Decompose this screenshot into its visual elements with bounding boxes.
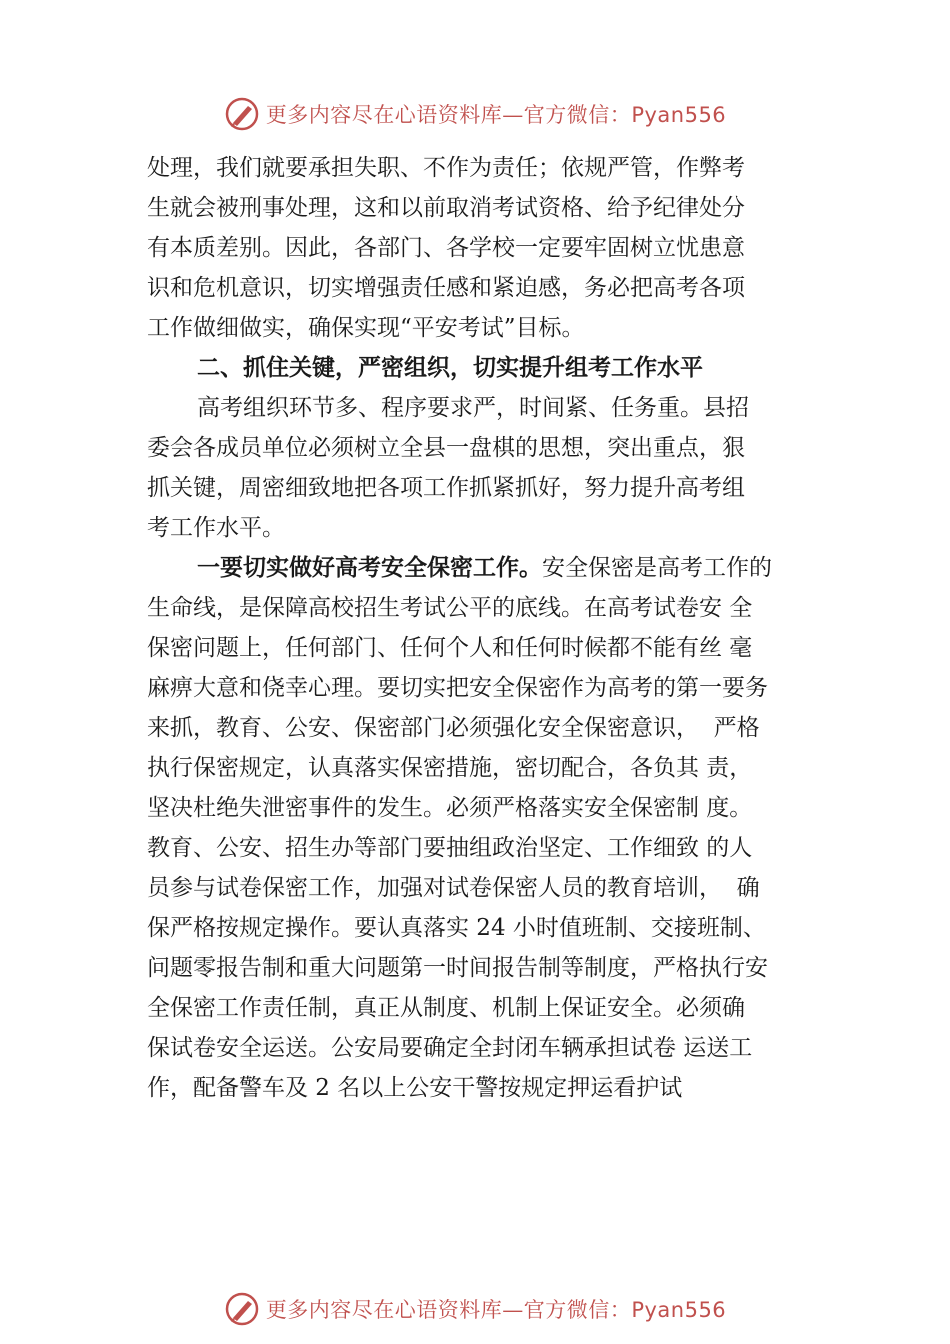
text-line: 考工作水平。 bbox=[147, 515, 285, 541]
text-line: 问题零报告制和重大问题第一时间报告制等制度，严格执行安 bbox=[147, 955, 768, 981]
pen-logo-icon bbox=[224, 1291, 260, 1327]
text-line: 委会各成员单位必须树立全县一盘棋的思想，突出重点，狠 bbox=[147, 435, 745, 461]
text-line: 保试卷安全运送。公安局要确定全封闭车辆承担试卷 运送工 bbox=[147, 1035, 753, 1061]
text-line: 员参与试卷保密工作，加强对试卷保密人员的教育培训， 确 bbox=[147, 875, 760, 901]
text-line: 高考组织环节多、程序要求严，时间紧、任务重。县招 bbox=[197, 395, 749, 421]
document-body bbox=[147, 148, 837, 1108]
text-line: 生命线，是保障高校招生考试公平的底线。在高考试卷安 全 bbox=[147, 595, 753, 621]
text-line: 处理，我们就要承担失职、不作为责任；依规严管，作弊考 bbox=[147, 155, 745, 181]
section-heading: 二、抓住关键，严密组织，切实提升组考工作水平 bbox=[197, 355, 703, 381]
text-line: 执行保密规定，认真落实保密措施，密切配合，各负其 责， bbox=[147, 755, 753, 781]
watermark-text: 更多内容尽在心语资料库—官方微信：Pyan556 bbox=[265, 1298, 727, 1322]
bold-lead: 一要切实做好高考安全保密工作。 bbox=[197, 555, 542, 581]
text-line: 工作做细做实，确保实现“平安考试”目标。 bbox=[147, 315, 585, 341]
footer-watermark bbox=[0, 1287, 950, 1331]
text-line: 教育、公安、招生办等部门要抽组政治坚定、工作细致 的人 bbox=[147, 835, 753, 861]
pen-logo-icon bbox=[224, 96, 260, 132]
lead-rest: 安全保密是高考工作的 bbox=[542, 555, 772, 581]
text-line: 作，配备警车及 2 名以上公安干警按规定押运看护试 bbox=[147, 1075, 683, 1101]
text-line: 有本质差别。因此，各部门、各学校一定要牢固树立忧患意 bbox=[147, 235, 745, 261]
watermark-text: 更多内容尽在心语资料库—官方微信：Pyan556 bbox=[265, 103, 727, 127]
text-line: 识和危机意识，切实增强责任感和紧迫感，务必把高考各项 bbox=[147, 275, 745, 301]
text-line: 抓关键，周密细致地把各项工作抓紧抓好，努力提升高考组 bbox=[147, 475, 745, 501]
header-watermark bbox=[0, 92, 950, 136]
text-line: 来抓，教育、公安、保密部门必须强化安全保密意识， 严格 bbox=[147, 715, 760, 741]
text-line: 生就会被刑事处理，这和以前取消考试资格、给予纪律处分 bbox=[147, 195, 745, 221]
text-line: 坚决杜绝失泄密事件的发生。必须严格落实安全保密制 度。 bbox=[147, 795, 753, 821]
text-line: 保严格按规定操作。要认真落实 24 小时值班制、交接班制、 bbox=[147, 915, 766, 941]
text-line: 保密问题上，任何部门、任何个人和任何时候都不能有丝 毫 bbox=[147, 635, 753, 661]
text-line: 全保密工作责任制，真正从制度、机制上保证安全。必须确 bbox=[147, 995, 745, 1021]
paragraph-first-line bbox=[147, 548, 837, 588]
text-line: 麻痹大意和侥幸心理。要切实把安全保密作为高考的第一要务 bbox=[147, 675, 768, 701]
